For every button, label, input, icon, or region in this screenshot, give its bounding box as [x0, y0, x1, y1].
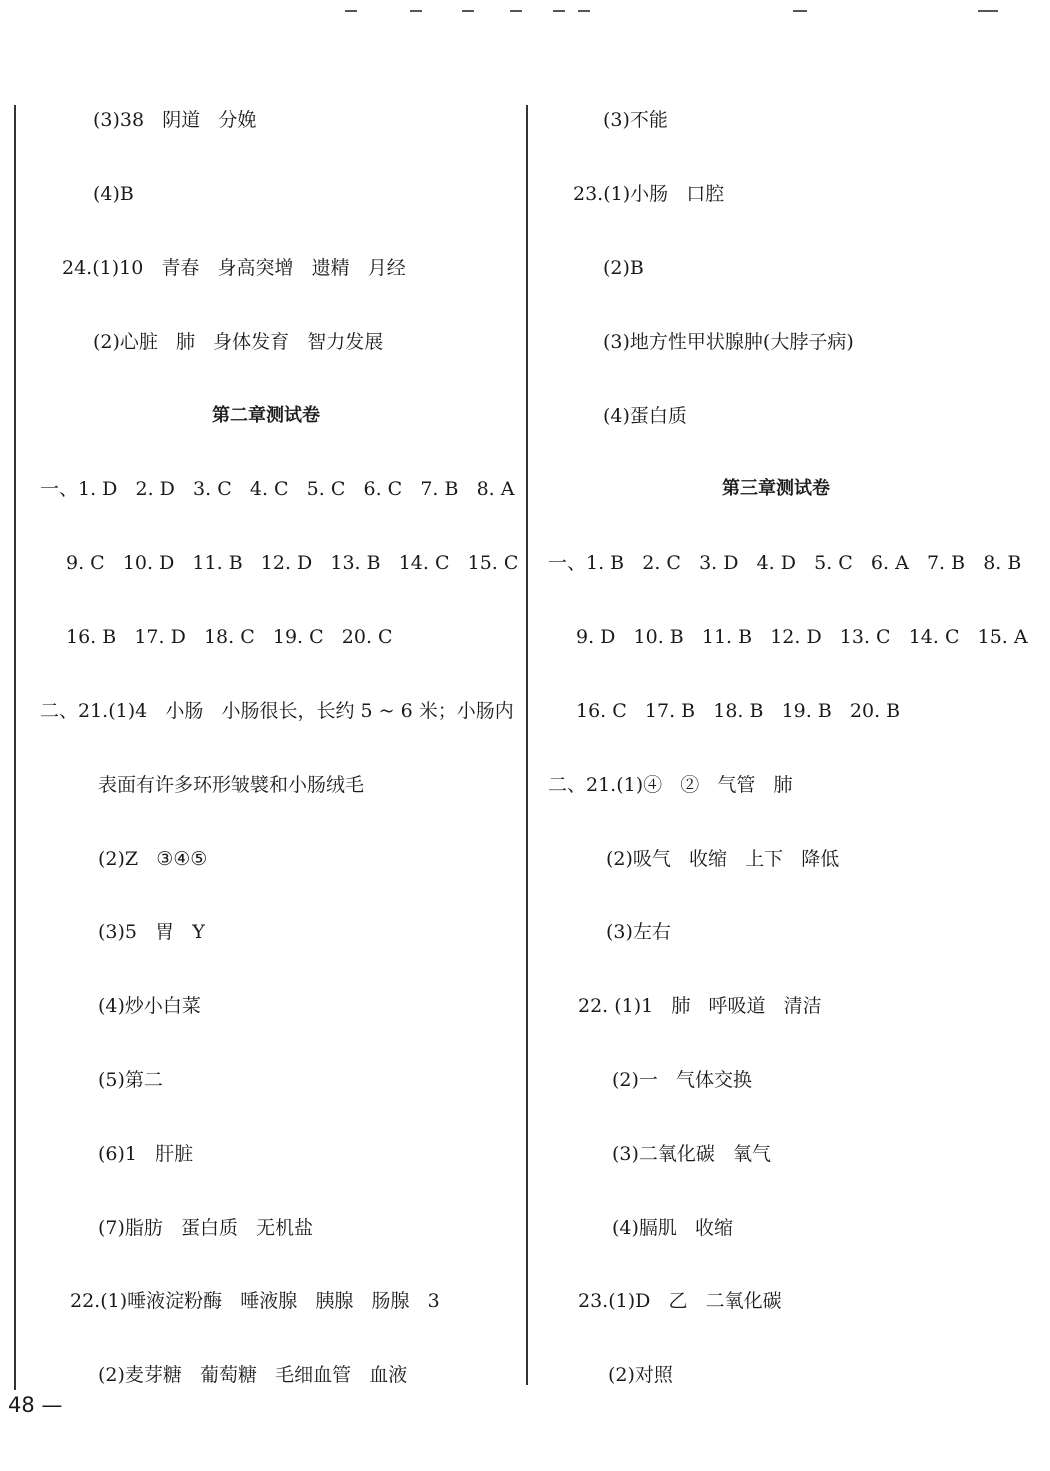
answer-line: (3)38 阴道 分娩 — [93, 109, 257, 131]
answer-line: (2)Z ③④⑤ — [98, 848, 208, 870]
top-rule-dash — [793, 10, 807, 12]
top-rule-dash — [410, 10, 422, 12]
answer-line: 二、21.(1)④ ② 气管 肺 — [548, 774, 793, 796]
top-rule-dash — [978, 10, 998, 12]
answer-line: (5)第二 — [98, 1069, 163, 1091]
answer-line: (3)5 胃 Y — [98, 921, 205, 943]
top-rule-dash — [578, 10, 590, 12]
answer-line: (3)二氧化碳 氧气 — [612, 1143, 772, 1165]
answer-line: 9. C 10. D 11. B 12. D 13. B 14. C 15. C — [66, 552, 519, 574]
answer-line: (4)膈肌 收缩 — [612, 1217, 734, 1239]
answer-line: (2)对照 — [608, 1364, 673, 1386]
answer-line: 16. B 17. D 18. C 19. C 20. C — [66, 626, 393, 648]
page-number: 48 — — [8, 1393, 63, 1417]
section-heading: 第三章测试卷 — [722, 478, 830, 499]
top-rule-dash — [345, 10, 357, 12]
answer-line: 22. (1)1 肺 呼吸道 清洁 — [578, 995, 822, 1017]
answer-line: (4)B — [93, 183, 134, 205]
answer-line: 16. C 17. B 18. B 19. B 20. B — [576, 700, 901, 722]
answer-line: 表面有许多环形皱襞和小肠绒毛 — [98, 774, 365, 796]
answer-line: (2)一 气体交换 — [612, 1069, 753, 1091]
answer-line: 一、1. D 2. D 3. C 4. C 5. C 6. C 7. B 8. A — [40, 478, 515, 500]
answer-line: (6)1 肝脏 — [98, 1143, 194, 1165]
answer-line: (7)脂肪 蛋白质 无机盐 — [98, 1217, 314, 1239]
answer-line: 23.(1)D 乙 二氧化碳 — [578, 1290, 782, 1312]
answer-line: 23.(1)小肠 口腔 — [573, 183, 725, 205]
answer-line: (3)左右 — [606, 921, 671, 943]
answer-line: (4)蛋白质 — [603, 405, 687, 427]
answer-line: 9. D 10. B 11. B 12. D 13. C 14. C 15. A — [576, 626, 1028, 648]
answer-line: (4)炒小白菜 — [98, 995, 201, 1017]
answer-line: (3)不能 — [603, 109, 668, 131]
column-divider — [526, 105, 528, 1385]
answer-line: (3)地方性甲状腺肿(大脖子病) — [603, 331, 854, 353]
top-rule-dash — [553, 10, 565, 12]
answer-line: (2)麦芽糖 葡萄糖 毛细血管 血液 — [98, 1364, 408, 1386]
answer-line: (2)吸气 收缩 上下 降低 — [606, 848, 840, 870]
answer-line: 二、21.(1)4 小肠 小肠很长，长约 5 ~ 6 米；小肠内 — [40, 700, 514, 722]
top-rule-dash — [510, 10, 522, 12]
top-rule-dash — [462, 10, 474, 12]
section-heading: 第二章测试卷 — [212, 405, 320, 426]
answer-line: 24.(1)10 青春 身高突增 遗精 月经 — [62, 257, 406, 279]
left-margin-rule — [14, 105, 16, 1390]
answer-line: (2)B — [603, 257, 644, 279]
answer-line: (2)心脏 肺 身体发育 智力发展 — [93, 331, 384, 353]
answer-line: 一、1. B 2. C 3. D 4. D 5. C 6. A 7. B 8. B — [548, 552, 1022, 574]
answer-line: 22.(1)唾液淀粉酶 唾液腺 胰腺 肠腺 3 — [70, 1290, 440, 1312]
